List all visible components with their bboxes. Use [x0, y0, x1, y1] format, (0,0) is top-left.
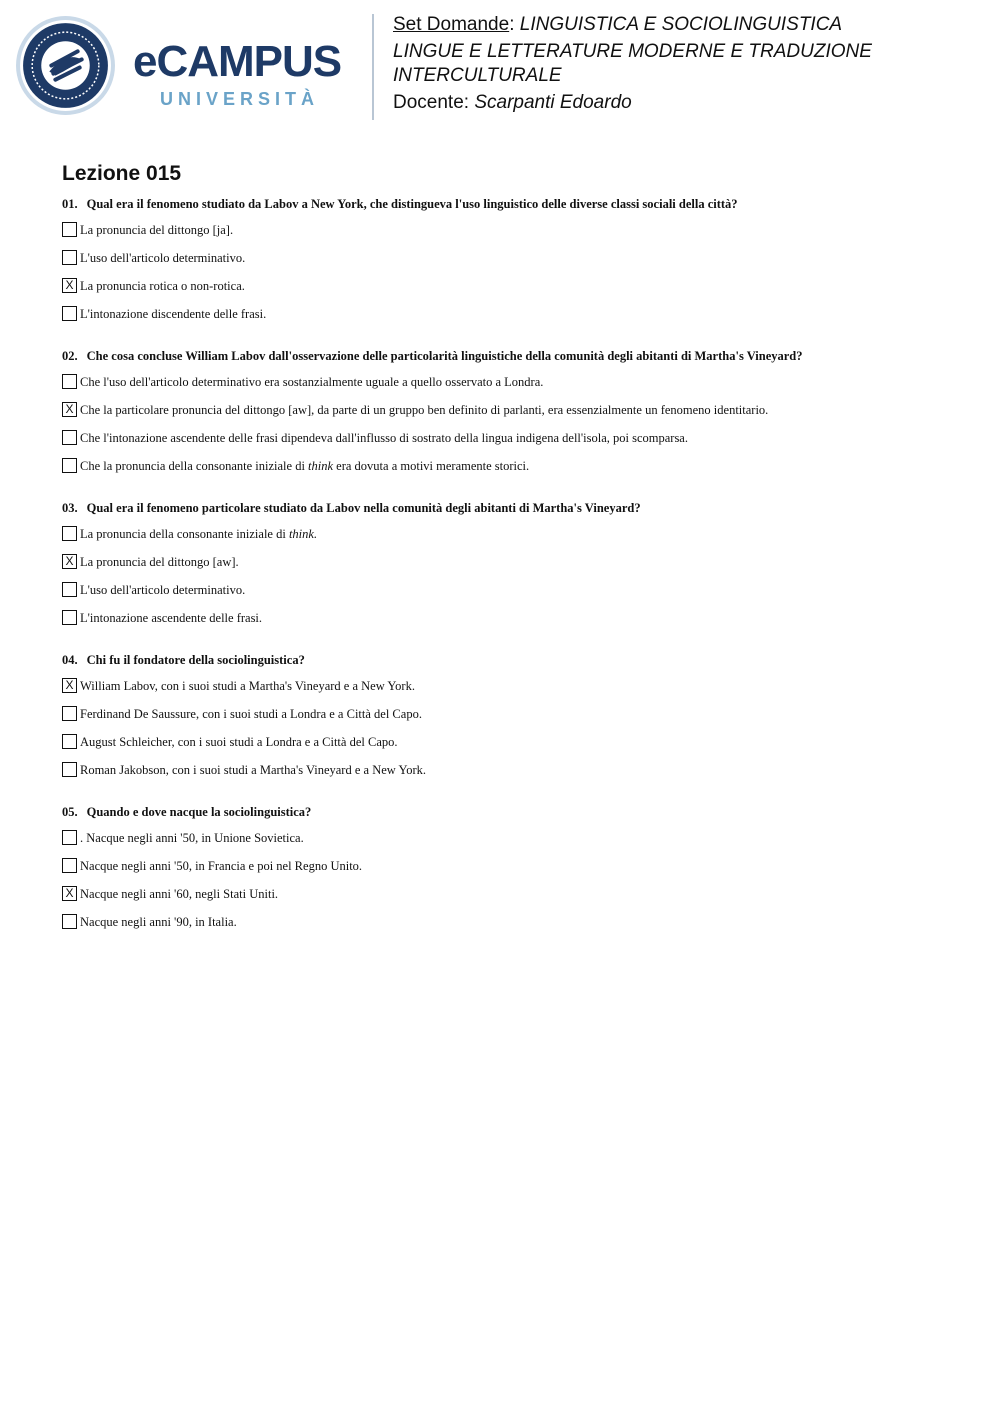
answer-checkbox[interactable]	[62, 610, 77, 625]
answer-text: L'intonazione ascendente delle frasi.	[80, 611, 263, 625]
answer-option	[62, 734, 962, 762]
question-title	[62, 804, 962, 821]
question-number: 05.	[62, 805, 78, 819]
question-number: 03.	[62, 501, 78, 515]
answer-option	[62, 250, 962, 278]
answer-text: Nacque negli anni '50, in Francia e poi nel Regno Unito.	[80, 859, 363, 873]
answer-checkbox[interactable]	[62, 582, 77, 597]
page-header	[0, 0, 1000, 130]
teacher-name: Scarpanti Edoardo	[474, 92, 632, 113]
answer-text: August Schleicher, con i suoi studi a Londra e a Città del Capo.	[80, 735, 398, 749]
logo-wordmark: eCAMPUS	[133, 37, 342, 86]
answer-text: La pronuncia del dittongo [aw].	[80, 555, 239, 569]
answer-checkbox[interactable]	[62, 762, 77, 777]
answer-text: Nacque negli anni '60, negli Stati Uniti.	[80, 887, 279, 901]
answer-text: L'uso dell'articolo determinativo.	[80, 583, 246, 597]
set-line: Set Domande: LINGUISTICA E SOCIOLINGUISTICA	[393, 14, 843, 35]
answer-checkbox[interactable]	[62, 706, 77, 721]
question-title	[62, 348, 962, 365]
answer-checkbox[interactable]	[62, 858, 77, 873]
question-number: 01.	[62, 197, 78, 211]
answer-checkbox[interactable]	[62, 306, 77, 321]
question-text: Quando e dove nacque la sociolinguistica?	[86, 805, 312, 819]
answer-option	[62, 582, 962, 610]
question-02	[62, 348, 962, 486]
question-03	[62, 500, 962, 638]
answer-option	[62, 678, 962, 706]
question-text: Chi fu il fondatore della sociolinguistica?	[86, 653, 305, 667]
answer-option	[62, 830, 962, 858]
answer-text: Nacque negli anni '90, in Italia.	[80, 915, 237, 929]
question-number: 02.	[62, 349, 78, 363]
answer-checkbox[interactable]: X	[62, 678, 77, 693]
header-info	[393, 14, 953, 116]
answer-text: . Nacque negli anni '50, in Unione Sovietica.	[80, 831, 304, 845]
answer-text: Ferdinand De Saussure, con i suoi studi a Londra e a Città del Capo.	[80, 707, 422, 721]
answer-text-italic: think.	[288, 527, 318, 541]
answer-checkbox[interactable]	[62, 914, 77, 929]
answer-text: Roman Jakobson, con i suoi studi a Martha's Vineyard e a New York.	[80, 763, 427, 777]
answer-option	[62, 914, 962, 942]
answer-checkbox[interactable]: X	[62, 886, 77, 901]
degree-line-1: LINGUE E LETTERATURE MODERNE E TRADUZIONE	[393, 41, 872, 62]
answer-checkbox[interactable]	[62, 250, 77, 265]
answer-text: Che l'uso dell'articolo determinativo era sostanzialmente uguale a quello osservato a Londra.	[80, 375, 544, 389]
question-text: Qual era il fenomeno studiato da Labov a New York, che distingueva l'uso linguistico delle diverse classi sociali della città?	[86, 197, 738, 211]
answer-option	[62, 278, 962, 306]
question-list	[62, 196, 962, 956]
answer-checkbox[interactable]: X	[62, 278, 77, 293]
answer-option	[62, 374, 962, 402]
teacher-label: Docente:	[393, 92, 475, 113]
answer-checkbox[interactable]	[62, 830, 77, 845]
question-title	[62, 500, 962, 517]
answer-option	[62, 430, 962, 458]
lesson-title: Lezione 015	[62, 162, 182, 185]
question-01	[62, 196, 962, 334]
answer-checkbox[interactable]	[62, 734, 77, 749]
answer-checkbox[interactable]: X	[62, 554, 77, 569]
question-text: Che cosa concluse William Labov dall'osservazione delle particolarità linguistiche della comunità degli abitanti di Martha's Vineyard?	[86, 349, 803, 363]
answer-option	[62, 458, 962, 486]
answer-text: La pronuncia rotica o non-rotica.	[80, 279, 245, 293]
logo-subtitle: UNIVERSITÀ	[160, 89, 320, 109]
answer-text-italic: think	[308, 459, 334, 473]
answer-text: Che la particolare pronuncia del dittongo [aw], da parte di un gruppo ben definito di parlanti, era essenzialmente un fenomeno identitario.	[80, 403, 769, 417]
course-title: LINGUISTICA E SOCIOLINGUISTICA	[519, 14, 843, 35]
answer-checkbox[interactable]	[62, 374, 77, 389]
answer-text: L'intonazione discendente delle frasi.	[80, 307, 267, 321]
answer-text-before: La pronuncia della consonante iniziale di	[80, 527, 289, 541]
answer-checkbox[interactable]: X	[62, 402, 77, 417]
answer-checkbox[interactable]	[62, 222, 77, 237]
answer-checkbox[interactable]	[62, 430, 77, 445]
answer-option	[62, 554, 962, 582]
answer-text: William Labov, con i suoi studi a Martha's Vineyard e a New York.	[80, 679, 415, 693]
answer-option	[62, 858, 962, 886]
answer-option	[62, 526, 962, 554]
question-text: Qual era il fenomeno particolare studiato da Labov nella comunità degli abitanti di Martha's Vineyard?	[86, 501, 641, 515]
answer-text	[80, 526, 317, 542]
answer-option	[62, 222, 962, 250]
question-title	[62, 652, 962, 669]
answer-text: L'uso dell'articolo determinativo.	[80, 251, 246, 265]
answer-text-after: era dovuta a motivi meramente storici.	[333, 459, 530, 473]
question-04	[62, 652, 962, 790]
answer-option	[62, 886, 962, 914]
answer-option	[62, 306, 962, 334]
question-title	[62, 196, 962, 213]
set-label: Set Domande	[393, 14, 510, 35]
header-divider	[372, 14, 374, 120]
answer-option	[62, 762, 962, 790]
answer-option	[62, 402, 962, 430]
answer-option	[62, 610, 962, 638]
answer-text: Che l'intonazione ascendente delle frasi dipendeva dall'influsso di sostrato della lingua indigena dell'isola, poi scomparsa.	[80, 431, 688, 445]
answer-option	[62, 706, 962, 734]
teacher-line	[393, 92, 953, 113]
question-05	[62, 804, 962, 942]
answer-text-before: Che la pronuncia della consonante iniziale di	[80, 459, 309, 473]
answer-text: La pronuncia del dittongo [ja].	[80, 223, 234, 237]
question-number: 04.	[62, 653, 78, 667]
answer-checkbox[interactable]	[62, 458, 77, 473]
answer-checkbox[interactable]	[62, 526, 77, 541]
answer-text	[80, 458, 529, 474]
university-seal-icon	[15, 15, 116, 116]
degree-line-2: INTERCULTURALE	[393, 65, 562, 86]
